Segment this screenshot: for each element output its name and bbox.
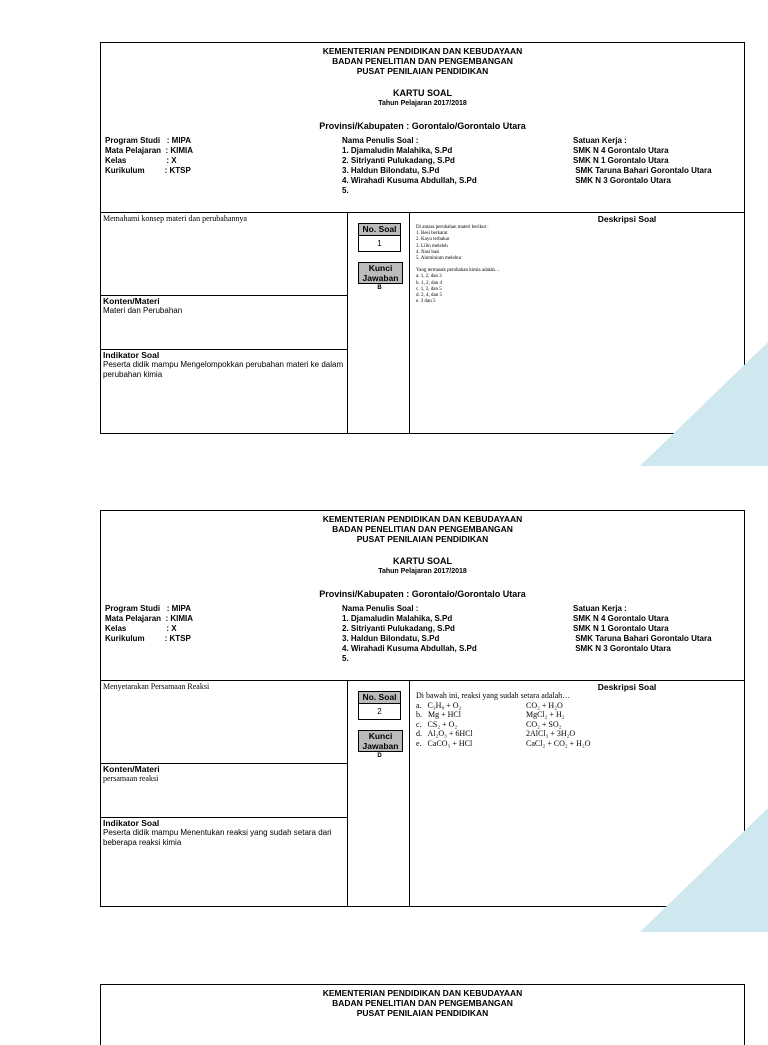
content-value: persamaan reaksi (103, 774, 159, 783)
indicator-label: Indikator Soal (103, 818, 160, 828)
question-card-3 (100, 984, 745, 1045)
question-number: 2 (359, 704, 400, 719)
indicator-value: Peserta didik mampu Mengelompokkan perubahan materi ke dalam perubahan kimia (103, 360, 344, 379)
question-text: Di bawah ini, reaksi yang sudah setara adalah… a. C₃H₈ + O₂ CO₂ + H₂O b. Mg + HCl MgCl₂ + H₂ c. CS₂ + O₂ CO₂ + SO₂ d. Al₂O₃ + 6HCl 2AlCl₃ + 3H₂O e. CaCO₃ + HCl CaCl₂ + CO₂ + H₂O (416, 691, 591, 748)
card-title: KARTU SOAL (393, 556, 452, 566)
competency-text: Menyetarakan Persamaan Reaksi (103, 682, 210, 691)
school-year: Tahun Pelajaran 2017/2018 (378, 568, 467, 575)
card-title: KARTU SOAL (393, 88, 452, 98)
question-number-box (358, 691, 401, 720)
answer-key-label: Kunci Jawaban (358, 262, 403, 284)
work-unit-list: Satuan Kerja : SMK N 4 Gorontalo Utara SMK N 1 Gorontalo Utara SMK Taruna Bahari Gorontalo Utara SMK N 3 Gorontalo Utara (573, 136, 712, 185)
indicator-section (101, 349, 347, 434)
center-line: PUSAT PENILAIAN PENDIDIKAN (356, 1008, 489, 1018)
province-line: Provinsi/Kabupaten : Gorontalo/Gorontalo Utara (319, 121, 526, 131)
number-label: No. Soal (359, 692, 400, 704)
decorative-triangle (640, 342, 768, 466)
question-card-1 (100, 42, 745, 417)
program-info: Program Studi : MIPA Mata Pelajaran : KIMIA Kelas : X Kurikulum : KTSP (105, 136, 194, 175)
option-c: c. CS₂ + O₂ CO₂ + SO₂ (416, 719, 562, 729)
answer-key: B (377, 285, 382, 291)
question-number-box (358, 223, 401, 252)
indicator-section (101, 817, 347, 907)
writer-list: Nama Penulis Soal : 1. Djamaludin Malahika, S.Pd 2. Sitriyanti Pulukadang, S.Pd 3. Haldun Bilondatu, S.Pd 4. Wirahadi Kusuma Abdullah, S.Pd 5. (342, 136, 477, 195)
option-e: e. CaCO₃ + HCl CaCl₂ + CO₂ + H₂O (416, 738, 591, 748)
question-card-2 (100, 510, 745, 852)
question-number: 1 (359, 236, 400, 251)
ministry-line: KEMENTERIAN PENDIDIKAN DAN KEBUDAYAAN (322, 46, 523, 56)
content-section (101, 763, 347, 817)
center-line: PUSAT PENILAIAN PENDIDIKAN (356, 534, 489, 544)
province-line: Provinsi/Kabupaten : Gorontalo/Gorontalo Utara (319, 589, 526, 599)
page-number: 1 (735, 843, 740, 852)
question-text: Di antara perubahan materi berikut : 1. Besi berkarat 2. Kayu terbakar 3. Lilin meleleh 4. Nasi basi 5. Aluminium melebur Yang termasuk perubahan kimia adalah… a. 1, 2, dan 3 b. 1, 2, dan 4 c. 1, 3, dan 5 d. 2, 4, dan 5 e. 3 dan 5 (416, 225, 500, 305)
school-year: Tahun Pelajaran 2017/2018 (378, 100, 467, 107)
description-label: Deskripsi Soal (597, 682, 657, 692)
card-header (100, 984, 745, 1045)
left-column (101, 213, 348, 433)
description-label: Deskripsi Soal (597, 214, 657, 224)
content-section (101, 295, 347, 349)
page-number: 1 (735, 408, 740, 417)
agency-line: BADAN PENELITIAN DAN PENGEMBANGAN (332, 524, 513, 534)
answer-key: D (377, 753, 382, 759)
work-unit-list: Satuan Kerja : SMK N 4 Gorontalo Utara SMK N 1 Gorontalo Utara SMK Taruna Bahari Gorontalo Utara SMK N 3 Gorontalo Utara (573, 604, 712, 653)
competency-text: Memahami konsep materi dan perubahannya (103, 214, 247, 223)
ministry-line: KEMENTERIAN PENDIDIKAN DAN KEBUDAYAAN (322, 988, 523, 998)
program-info: Program Studi : MIPA Mata Pelajaran : KIMIA Kelas : X Kurikulum : KTSP (105, 604, 194, 643)
card-header (100, 42, 745, 213)
agency-line: BADAN PENELITIAN DAN PENGEMBANGAN (332, 56, 513, 66)
indicator-label: Indikator Soal (103, 350, 160, 360)
writer-list: Nama Penulis Soal : 1. Djamaludin Malahika, S.Pd 2. Sitriyanti Pulukadang, S.Pd 3. Haldun Bilondatu, S.Pd 4. Wirahadi Kusuma Abdullah, S.Pd 5. (342, 604, 477, 663)
decorative-triangle (640, 808, 768, 932)
content-label: Konten/Materi (103, 764, 160, 774)
content-value: Materi dan Perubahan (103, 306, 183, 315)
option-a: a. C₃H₈ + O₂ CO₂ + H₂O (416, 700, 563, 710)
number-label: No. Soal (359, 224, 400, 236)
agency-line: BADAN PENELITIAN DAN PENGEMBANGAN (332, 998, 513, 1008)
content-label: Konten/Materi (103, 296, 160, 306)
center-line: PUSAT PENILAIAN PENDIDIKAN (356, 66, 489, 76)
number-column (348, 681, 410, 906)
ministry-line: KEMENTERIAN PENDIDIKAN DAN KEBUDAYAAN (322, 514, 523, 524)
card-header (100, 510, 745, 681)
number-column (348, 213, 410, 433)
indicator-value: Peserta didik mampu Menentukan reaksi yang sudah setara dari beberapa reaksi kimia (103, 828, 332, 847)
option-b: b. Mg + HCl MgCl₂ + H₂ (416, 710, 565, 719)
option-d: d. Al₂O₃ + 6HCl 2AlCl₃ + 3H₂O (416, 729, 576, 738)
answer-key-label: Kunci Jawaban (358, 730, 403, 752)
left-column (101, 681, 348, 906)
